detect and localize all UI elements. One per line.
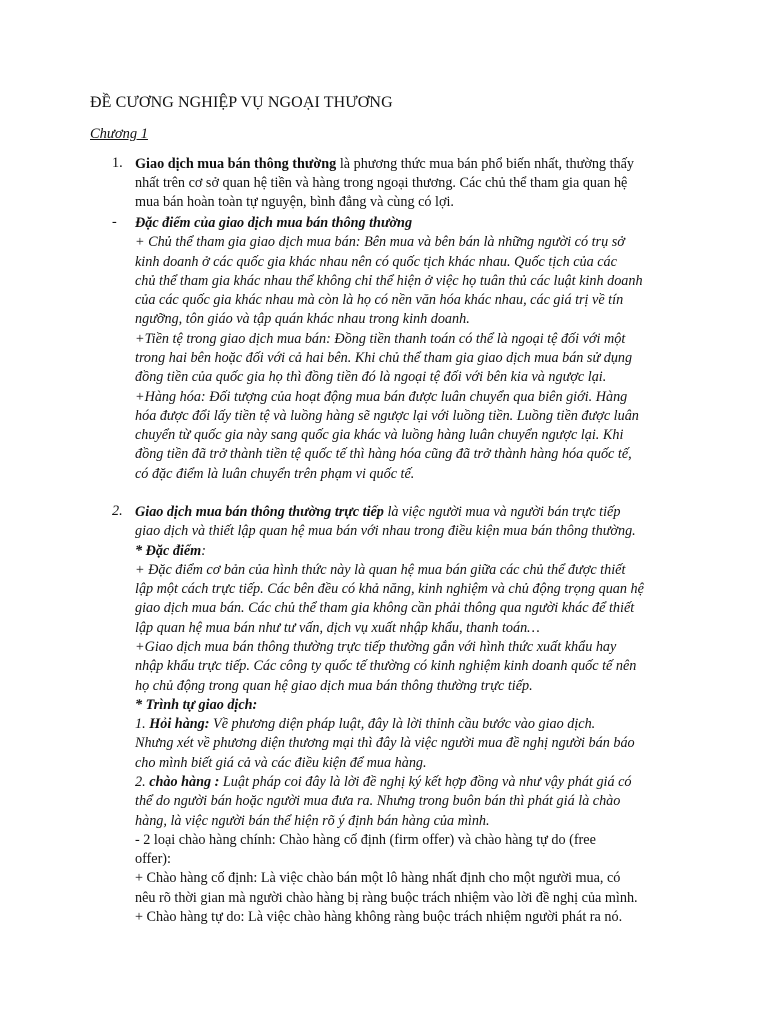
features-line: của các quốc gia khác nhau mà còn là họ có nền văn hóa khác nhau, các giá trị về tín	[135, 292, 624, 308]
offer-types-line: nêu rõ thời gian mà người chào hàng bị ràng buộc trách nhiệm vào lời đề nghị của mình.	[135, 890, 638, 906]
features-line: đồng tiền của quốc gia họ thì đồng tiền đó là ngoại tệ đối với bên kia và ngược lại.	[135, 369, 607, 385]
inquiry-line-3: cho mình biết giá cả và các điều kiện để mua hàng.	[135, 755, 427, 771]
characteristics-colon: :	[201, 543, 206, 559]
features-line: kinh doanh ở các quốc gia khác nhau nên có quốc tịch khác nhau. Quốc tịch của các	[135, 254, 617, 270]
procedure-heading: * Trình tự giao dịch:	[135, 697, 258, 713]
section-2-line-2: giao dịch và thiết lập quan hệ mua bán với nhau trong điều kiện mua bán thông thường.	[135, 523, 636, 539]
offer-types-line: - 2 loại chào hàng chính: Chào hàng cố định (firm offer) và chào hàng tự do (free	[135, 832, 596, 848]
offer-line-3: hàng, là việc người bán thể hiện rõ ý định bán hàng của mình.	[135, 813, 490, 829]
characteristics-line: giao dịch mua bán. Các chủ thể tham gia không cần phải thông qua người khác để thiết	[135, 600, 635, 616]
features-line: +Tiền tệ trong giao dịch mua bán: Đồng tiền thanh toán có thể là ngoại tệ đối với một	[135, 331, 626, 347]
features-line: có đặc điểm là luân chuyển trên phạm vi quốc tế.	[135, 466, 415, 482]
features-line: chủ thể tham gia khác nhau thể không chỉ thể hiện ở việc họ tuân thủ các luật kinh doanh	[135, 273, 643, 289]
section-1-line-3: mua bán hoàn toàn tự nguyện, bình đẳng và cùng có lợi.	[135, 194, 454, 210]
section-1-text: là phương thức mua bán phổ biến nhất, thường thấy	[336, 156, 634, 172]
characteristics-line: + Đặc điểm cơ bản của hình thức này là quan hệ mua bán giữa các chủ thể được thiết	[135, 562, 626, 578]
section-1-number: 1.	[112, 155, 123, 171]
features-line: chuyển từ quốc gia này sang quốc gia khác và luồng hàng luân chuyển ngược lại. Khi	[135, 427, 624, 443]
section-1-heading: Giao dịch mua bán thông thường	[135, 156, 337, 172]
features-line: ngưỡng, tôn giáo và tập quán khác nhau trong kinh doanh.	[135, 311, 470, 327]
section-1-line-2: nhất trên cơ sở quan hệ tiền và hàng trong ngoại thương. Các chủ thể tham gia quan hệ	[135, 175, 628, 191]
features-line: + Chủ thể tham gia giao dịch mua bán: Bên mua và bên bán là những người có trụ sở	[135, 234, 625, 250]
features-line: +Hàng hóa: Đối tượng của hoạt động mua bán được luân chuyển qua biên giới. Hàng	[135, 389, 628, 405]
section-2-line-1	[135, 503, 620, 522]
characteristics-line: lập quan hệ mua bán như tư vấn, dịch vụ xuất nhập khẩu, thanh toán…	[135, 620, 540, 636]
features-line: hóa được đổi lấy tiền tệ và luồng hàng sẽ ngược lại với luồng tiền. Luồng tiền được luân	[135, 408, 639, 424]
offer-types-line: + Chào hàng cố định: Là việc chào bán một lô hàng nhất định cho một người mua, có	[135, 870, 621, 886]
section-2-heading: Giao dịch mua bán thông thường trực tiếp	[135, 504, 384, 520]
inquiry-number: 1.	[135, 716, 150, 732]
characteristics-heading-line	[135, 542, 206, 561]
offer-heading: chào hàng :	[149, 774, 220, 790]
offer-line-1	[135, 773, 632, 792]
document-title: ĐỀ CƯƠNG NGHIỆP VỤ NGOẠI THƯƠNG	[90, 94, 393, 111]
characteristics-line: lập một cách trực tiếp. Các bên đều có khả năng, kinh nghiệm và chủ động trọng quan hệ	[135, 581, 644, 597]
section-2-text: là việc người mua và người bán trực tiếp	[383, 504, 621, 520]
characteristics-heading: * Đặc điểm	[135, 543, 202, 559]
inquiry-text: Về phương diện pháp luật, đây là lời thỉnh cầu bước vào giao dịch.	[209, 716, 596, 732]
features-bullet: -	[112, 214, 117, 230]
offer-number: 2.	[135, 774, 150, 790]
offer-types-line: + Chào hàng tự do: Là việc chào hàng không ràng buộc trách nhiệm người phát ra nó.	[135, 909, 623, 925]
features-line: đồng tiền đã trở thành tiền tệ quốc tế thì hàng hóa cũng đã trở thành hàng hóa quốc tế,	[135, 446, 632, 462]
offer-line-2: thể do người bán hoặc người mua đưa ra. Nhưng trong buôn bán thì phát giá là chào	[135, 793, 621, 809]
offer-types-line: offer):	[135, 851, 171, 867]
chapter-heading: Chương 1	[90, 126, 148, 142]
inquiry-line-1	[135, 715, 595, 734]
inquiry-heading: Hỏi hàng:	[149, 716, 210, 732]
features-heading: Đặc điểm của giao dịch mua bán thông thường	[135, 215, 413, 231]
section-2-number: 2.	[112, 503, 123, 519]
inquiry-line-2: Nhưng xét về phương diện thương mại thì đây là việc người mua đề nghị người bán báo	[135, 735, 635, 751]
features-line: trong hai bên hoặc đối với cả hai bên. Khi chủ thể tham gia giao dịch mua bán sử dụng	[135, 350, 633, 366]
offer-text: Luật pháp coi đây là lời đề nghị ký kết hợp đồng và như vậy phát giá có	[219, 774, 632, 790]
characteristics-line: nhập khẩu trực tiếp. Các công ty quốc tế thường có kinh nghiệm kinh doanh quốc tế nên	[135, 658, 637, 674]
characteristics-line: họ chủ động trong quan hệ giao dịch mua bán thông thường trực tiếp.	[135, 678, 533, 694]
section-1-line-1	[135, 155, 634, 174]
characteristics-line: +Giao dịch mua bán thông thường trực tiếp thường gắn với hình thức xuất khẩu hay	[135, 639, 617, 655]
